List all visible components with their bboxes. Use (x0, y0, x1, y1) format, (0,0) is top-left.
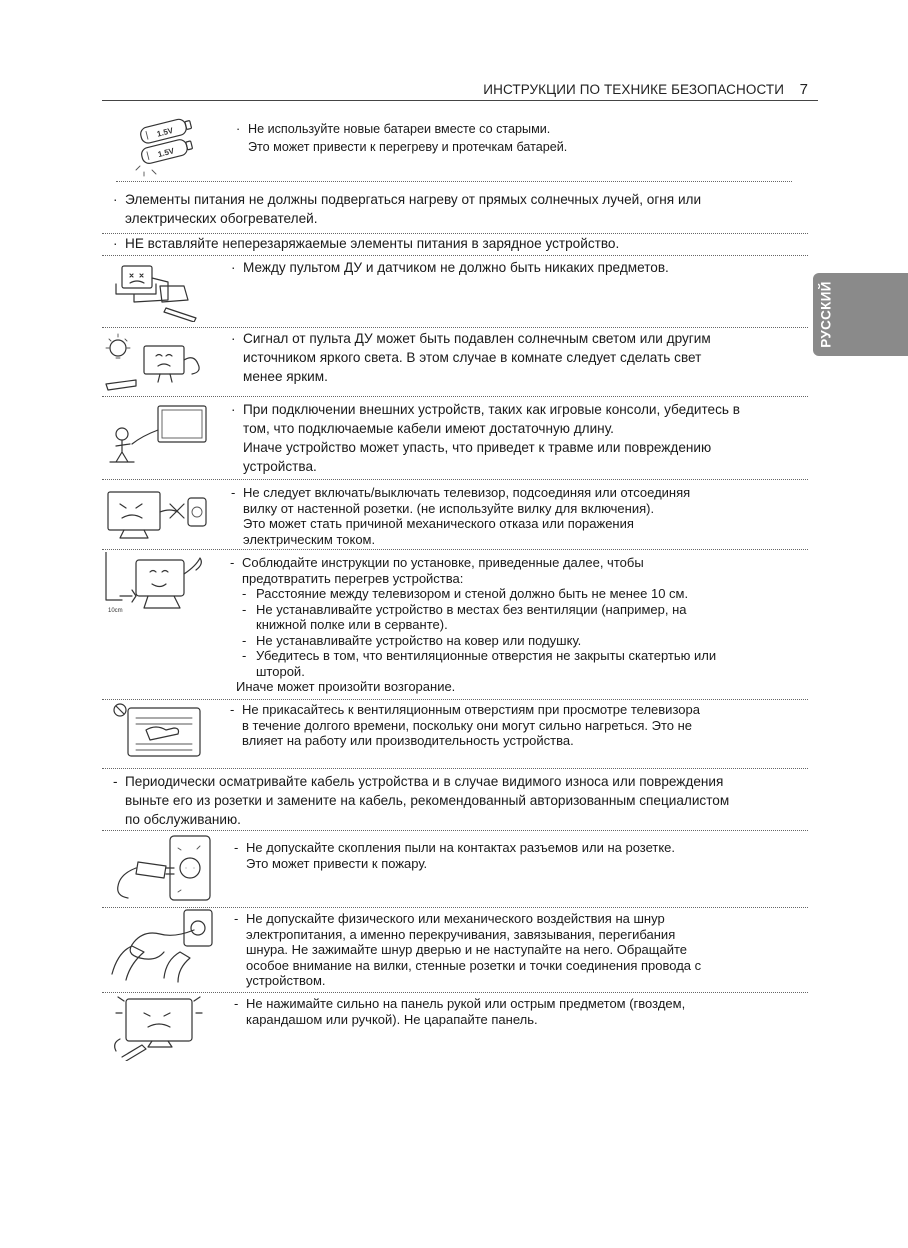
power-plug-illustration (104, 484, 210, 544)
notice-mixed-batteries: · Не используйте новые батареи вместе со старыми. Это может привести к перегреву и протечкам батарей. (236, 122, 568, 154)
notice-remote-obstacles: · Между пультом ДУ и датчиком не должно быть никаких предметов. (231, 260, 669, 275)
notice-dust: - Не допускайте скопления пыли на контактах разъемов или на розетке. Это может привести к пожару. (234, 840, 676, 871)
battery-label-bottom: 1.5V (156, 146, 176, 160)
remote-obstacle-illustration (104, 260, 204, 322)
notice-rechargeable: · НЕ вставляйте неперезаряжаемые элементы питания в зарядное устройство. (113, 236, 620, 251)
panel-pressure-illustration (108, 993, 216, 1061)
notice-plug-switching: - Не следует включать/выключать телевизор, подсоединяя или отсоединяя вилку от настенной розетки. (не используйте вилку для включения). Это может стать причиной механического отказа или поражения электрическим током. (231, 485, 691, 547)
hot-vents-illustration (110, 700, 210, 766)
page-header (102, 80, 818, 101)
notice-hot-vents: - Не прикасайтесь к вентиляционным отверстиям при просмотре телевизора в течение долгого времени, поскольку они могут сильно нагреться. Это не влияет на работу или производительность устройства. (230, 702, 700, 748)
vent-distance-label: 10cm (108, 608, 123, 614)
cord-damage-illustration (104, 908, 216, 984)
separator (102, 549, 808, 550)
battery-label-top: 1.5V (155, 125, 175, 139)
separator (102, 830, 808, 831)
batteries-illustration (130, 112, 210, 178)
separator (102, 327, 808, 328)
separator (102, 479, 808, 480)
language-tab (813, 273, 908, 356)
separator (102, 768, 808, 769)
notice-battery-heat: · Элементы питания не должны подвергаться нагреву от прямых солнечных лучей, огня или электрических обогревателей. (113, 192, 702, 226)
notice-installation: - Соблюдайте инструкции по установке, приведенные далее, чтобы предотвратить перегрев устройства: - Расстояние между телевизором и стеной должно быть не менее 10 см. - Не устанавливайте устройство в местах без вентиляции (например, на книжной полке или в серванте). - Не устанавливайте устройство на ковер или подушку. - Убедитесь в том, что вентиляционные отверстия не закрыты скатертью или шторой. Иначе может произойти возгорание. (230, 555, 717, 694)
separator (102, 396, 808, 397)
cable-length-illustration (102, 400, 212, 466)
separator (102, 255, 808, 256)
notice-cable-length: · При подключении внешних устройств, таких как игровые консоли, убедитесь в том, что подключаемые кабели имеют достаточную длину. Иначе устройство может упасть, что приведет к травме или повреждению устройства. (231, 402, 740, 474)
page-number: 7 (799, 81, 808, 98)
dusty-socket-illustration (108, 834, 218, 906)
header-title: ИНСТРУКЦИИ ПО ТЕХНИКЕ БЕЗОПАСНОСТИ (483, 82, 784, 97)
notice-cable-inspection: - Периодически осматривайте кабель устройства и в случае видимого износа или повреждения выньте его из розетки и замените на кабель, рекомендованный авторизованным специалистом по обслуживанию. (113, 774, 730, 827)
notice-panel-pressure: - Не нажимайте сильно на панель рукой или острым предметом (гвоздем, карандашом или ручкой). Не царапайте панель. (234, 996, 686, 1027)
language-tab-label: РУССКИЙ (818, 281, 834, 348)
ventilation-illustration (102, 552, 214, 614)
bright-light-illustration (100, 330, 210, 392)
separator (116, 181, 792, 182)
notice-bright-light: · Сигнал от пульта ДУ может быть подавлен солнечным светом или другим источником яркого света. В этом случае в комнате следует сделать свет менее ярким. (231, 331, 711, 384)
notice-cord-damage: - Не допускайте физического или механического воздействия на шнур электропитания, а именно перекручивания, завязывания, перегибания шнура. Не зажимайте шнур дверью и не наступайте на него. Обращайте особое внимание на вилки, стенные розетки и точки соединения провода с устройством. (234, 911, 702, 988)
